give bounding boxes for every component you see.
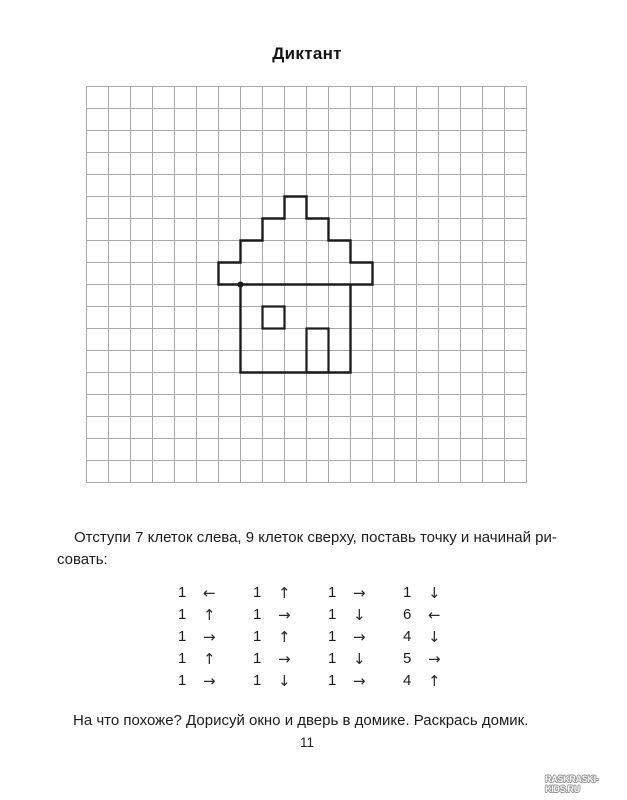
dictation-step-row <box>178 604 478 626</box>
dictation-step <box>403 604 478 626</box>
dictation-step <box>403 648 478 670</box>
step-direction-arrow: → <box>203 672 216 690</box>
dictation-step <box>328 626 403 648</box>
house-window <box>263 307 285 329</box>
dictation-step <box>253 626 328 648</box>
step-direction-arrow: ↑ <box>428 672 441 690</box>
dictation-step <box>328 604 403 626</box>
step-count: 1 <box>178 606 187 623</box>
step-count: 6 <box>403 606 412 623</box>
footer-question: На что похоже? Дорисуй окно и дверь в домике. Раскрась домик. <box>73 712 529 729</box>
page-title: Диктант <box>272 44 342 63</box>
step-count: 1 <box>178 650 187 667</box>
step-direction-arrow: ↓ <box>278 672 291 690</box>
dictation-step <box>178 648 253 670</box>
step-count: 1 <box>328 584 337 601</box>
step-direction-arrow: ← <box>428 606 441 624</box>
dictation-steps-table <box>178 582 478 692</box>
dictation-step <box>253 582 328 604</box>
step-count: 1 <box>328 606 337 623</box>
dictation-step-row <box>178 582 478 604</box>
dictation-step <box>253 604 328 626</box>
step-count: 4 <box>403 672 412 689</box>
instructions-line2: совать: <box>57 551 108 568</box>
step-count: 1 <box>253 584 262 601</box>
instructions-line1: Отступи 7 клеток слева, 9 клеток сверху, поставь точку и начинай ри- <box>74 529 557 546</box>
step-direction-arrow: → <box>353 584 366 602</box>
step-count: 1 <box>253 650 262 667</box>
dictation-step <box>328 648 403 670</box>
dictation-step <box>253 648 328 670</box>
step-count: 4 <box>403 628 412 645</box>
step-count: 5 <box>403 650 412 667</box>
step-count: 1 <box>253 672 262 689</box>
step-direction-arrow: → <box>353 628 366 646</box>
step-direction-arrow: ↑ <box>203 606 216 624</box>
dictation-step <box>403 670 478 692</box>
watermark: RASKRASKI-KIDS.RU <box>545 774 599 794</box>
dictation-instructions <box>57 527 572 571</box>
step-count: 1 <box>328 628 337 645</box>
step-count: 1 <box>328 672 337 689</box>
step-count: 1 <box>403 584 412 601</box>
dictation-step <box>178 670 253 692</box>
step-direction-arrow: ↓ <box>428 628 441 646</box>
dictation-step <box>403 626 478 648</box>
step-count: 1 <box>328 650 337 667</box>
step-direction-arrow: → <box>353 672 366 690</box>
drawing-grid <box>86 86 527 488</box>
dictation-step <box>178 604 253 626</box>
step-direction-arrow: → <box>278 650 291 668</box>
grid-and-house-figure <box>86 86 527 483</box>
step-direction-arrow: ← <box>203 584 216 602</box>
dictation-step <box>178 626 253 648</box>
step-direction-arrow: ↓ <box>428 584 441 602</box>
step-count: 1 <box>253 628 262 645</box>
start-point-dot <box>238 282 244 288</box>
step-direction-arrow: → <box>278 606 291 624</box>
dictation-step <box>403 582 478 604</box>
step-count: 1 <box>253 606 262 623</box>
step-direction-arrow: ↓ <box>353 606 366 624</box>
dictation-step <box>328 582 403 604</box>
dictation-step <box>328 670 403 692</box>
step-direction-arrow: → <box>428 650 441 668</box>
step-count: 1 <box>178 628 187 645</box>
step-direction-arrow: ↑ <box>203 650 216 668</box>
step-direction-arrow: → <box>203 628 216 646</box>
page-number: 11 <box>299 735 314 750</box>
dictation-step <box>253 670 328 692</box>
step-count: 1 <box>178 672 187 689</box>
dictation-step-row <box>178 626 478 648</box>
dictation-step-row <box>178 670 478 692</box>
dictation-step-row <box>178 648 478 670</box>
step-direction-arrow: ↓ <box>353 650 366 668</box>
step-direction-arrow: ↑ <box>278 628 291 646</box>
step-direction-arrow: ↑ <box>278 584 291 602</box>
dictation-step <box>178 582 253 604</box>
step-count: 1 <box>178 584 187 601</box>
